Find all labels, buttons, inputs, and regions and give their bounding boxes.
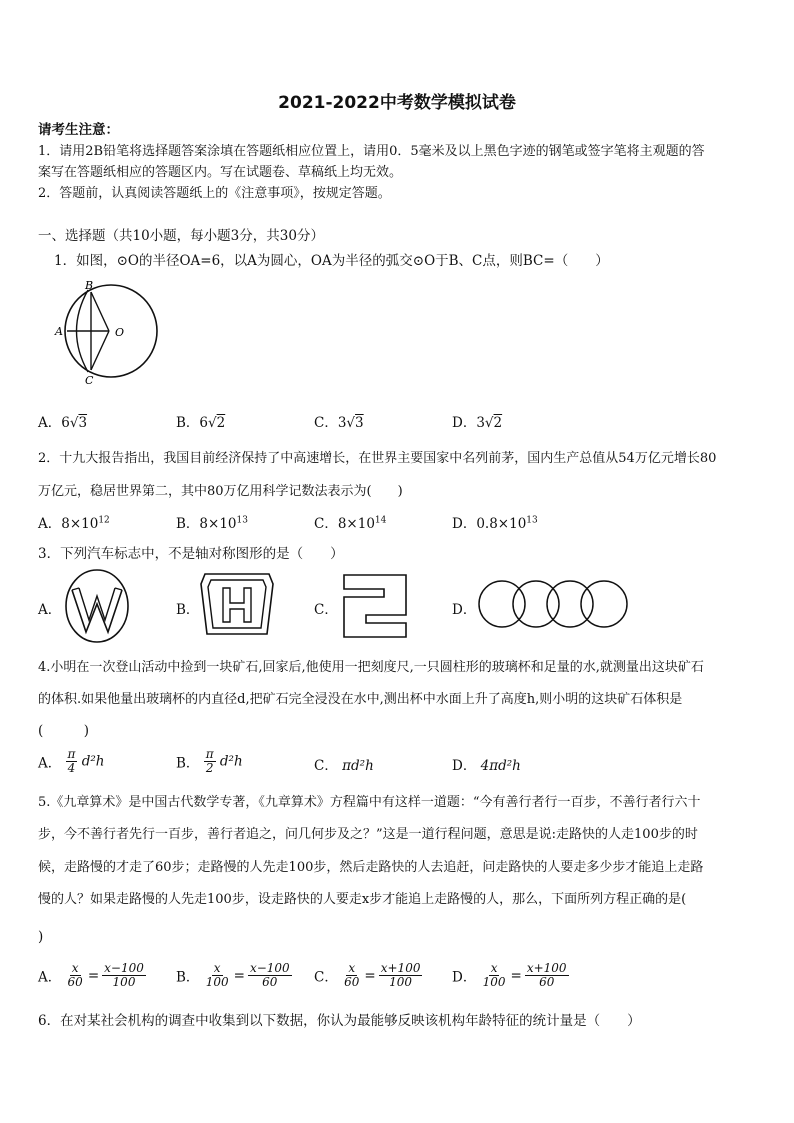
page-title: 2021-2022中考数学模拟试卷 <box>278 93 516 113</box>
q1-label-b: B <box>85 279 94 292</box>
q2-option-b[interactable]: B．$8\times 10^{13}$ <box>176 515 248 532</box>
notice-item-1b: 案写在答题纸相应的答题区内。写在试题卷、草稿纸上均无效。 <box>38 165 403 180</box>
audi-rings-logo-icon <box>477 579 631 629</box>
square-logo-icon <box>342 573 408 639</box>
q5-stem-2: 步，今不善行者先行一百步，善行者追之，问几何步及之？”这是一道行程问题，意思是说:走路快的人走100步的时 <box>38 827 698 842</box>
q2-option-c[interactable]: C．$8\times 10^{14}$ <box>314 515 387 532</box>
q2-stem-2: 万亿元，稳居世界第二，其中80万亿用科学记数法表示为( ) <box>38 484 403 499</box>
q4-stem-2: 的体积.如果他量出玻璃杯的内直径d,把矿石完全浸没在水中,测出杯中水面上升了高度h,则小明的这块矿石体积是 <box>38 692 683 707</box>
volkswagen-logo-icon <box>64 568 130 644</box>
q3-option-d[interactable]: D． <box>452 602 477 618</box>
q1-label-o: O <box>115 326 125 339</box>
q5-stem-1: 5.《九章算术》是中国古代数学专著，《九章算术》方程篇中有这样一道题：“今有善行者行一百步，不善行者行六十 <box>38 795 701 810</box>
q1-option-d[interactable]: D．3√2 <box>452 415 503 431</box>
q1-circle-figure <box>55 280 165 390</box>
q2-stem-1: 2．十九大报告指出，我国目前经济保持了中高速增长，在世界主要国家中名列前茅，国内生产总值从54万亿元增长80 <box>38 451 717 466</box>
q3-stem: 3．下列汽车标志中，不是轴对称图形的是（ ） <box>38 546 344 562</box>
q4-stem-3: ( ) <box>38 723 90 739</box>
q4-option-a[interactable]: A． $\frac{\pi}{4}$ d²h <box>38 747 105 775</box>
q5-option-b[interactable]: B． $\frac{x}{100}$ = $\frac{x-100}{60}$ <box>176 961 290 989</box>
q1-stem: 1．如图，⊙O的半径OA=6，以A为圆心，OA为半径的弧交⊙O于B、C点，则BC=（ ） <box>54 253 609 269</box>
notice-heading: 请考生注意： <box>38 122 119 138</box>
sqrt-icon: √ <box>346 415 356 431</box>
honda-logo-icon <box>199 572 275 638</box>
q1-label-a: A <box>55 325 63 338</box>
q1-option-b[interactable]: B．6√2 <box>176 415 226 431</box>
q4-option-d[interactable]: D． 4πd²h <box>452 758 521 774</box>
q5-stem-3: 候，走路慢的才走了60步；走路慢的人先走100步，然后走路快的人去追赶，问走路快的人要走多少步才能追上走路 <box>38 860 704 875</box>
q5-stem-4: 慢的人？如果走路慢的人先走100步，设走路快的人要走x步才能追上走路慢的人，那么，下面所列方程正确的是( <box>38 892 687 907</box>
q1-label-c: C <box>85 374 94 387</box>
q3-option-a[interactable]: A． <box>38 602 62 618</box>
notice-item-2: 2．答题前，认真阅读答题纸上的《注意事项》，按规定答题。 <box>38 186 391 201</box>
q5-option-c[interactable]: C． $\frac{x}{60}$ = $\frac{x+100}{100}$ <box>314 961 421 989</box>
q5-option-a[interactable]: A． $\frac{x}{60}$ = $\frac{x-100}{100}$ <box>38 961 144 989</box>
sqrt-icon: √ <box>208 415 217 431</box>
sqrt-icon: √ <box>69 415 79 431</box>
q2-option-a[interactable]: A．$8\times 10^{12}$ <box>38 515 110 532</box>
q1-option-a[interactable]: A．6√3 <box>38 415 88 431</box>
q3-option-b[interactable]: B． <box>176 602 200 618</box>
q1-option-c[interactable]: C．3√3 <box>314 415 364 431</box>
q5-stem-5: ) <box>38 929 44 945</box>
q4-option-c[interactable]: C． πd²h <box>314 758 374 774</box>
sqrt-icon: √ <box>484 415 494 431</box>
q6-stem: 6．在对某社会机构的调查中收集到以下数据，你认为最能够反映该机构年龄特征的统计量是（ ） <box>38 1013 641 1029</box>
q2-option-d[interactable]: D．$0.8\times 10^{13}$ <box>452 515 538 532</box>
q4-stem-1: 4.小明在一次登山活动中捡到一块矿石,回家后,他使用一把刻度尺,一只圆柱形的玻璃杯和足量的水,就测量出这块矿石 <box>38 660 704 675</box>
q5-option-d[interactable]: D． $\frac{x}{100}$ = $\frac{x+100}{60}$ <box>452 961 567 989</box>
q3-option-c[interactable]: C． <box>314 602 338 618</box>
notice-item-1a: 1．请用2B铅笔将选择题答案涂填在答题纸相应位置上，请用0．5毫米及以上黑色字迹的钢笔或签字笔将主观题的答 <box>38 144 705 159</box>
section-heading: 一、选择题（共10小题，每小题3分，共30分） <box>38 228 324 244</box>
q4-option-b[interactable]: B． $\frac{\pi}{2}$ d²h <box>176 747 243 775</box>
